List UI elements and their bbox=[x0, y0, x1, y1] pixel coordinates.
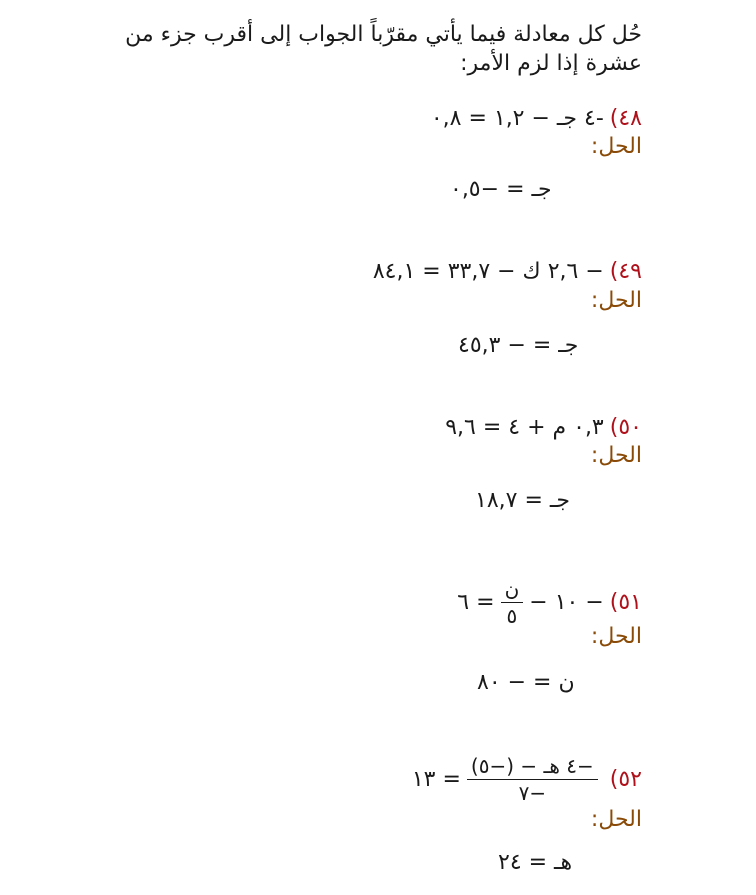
problem-51-fraction-denominator: ٥ bbox=[506, 604, 518, 628]
problem-49-answer: جـ = − ٤٥,٣ bbox=[458, 333, 579, 358]
problem-51-right-expression: = ٦ bbox=[457, 589, 495, 615]
problem-52-equation bbox=[412, 755, 642, 804]
problem-49-equation bbox=[373, 257, 642, 287]
problem-51-solution-label: الحل: bbox=[590, 624, 642, 649]
problem-51-fraction bbox=[501, 578, 524, 627]
problem-48-answer: جـ = −٠,٥ bbox=[450, 177, 552, 202]
problem-48-number: ٤٨) bbox=[609, 106, 642, 131]
problem-49-solution-label: الحل: bbox=[590, 288, 642, 313]
problem-49-expression: − ٢,٦ ك − ٣٣,٧ = ٨٤,١ bbox=[372, 259, 604, 284]
problem-50-number: ٥٠) bbox=[609, 415, 642, 440]
problem-50-expression: ٠,٣ م + ٤ = ٩,٦ bbox=[445, 415, 604, 440]
problem-52-right-expression: = ١٣ bbox=[411, 766, 461, 792]
problem-50-equation bbox=[445, 413, 642, 443]
problem-48-equation bbox=[431, 104, 642, 134]
problem-52-answer: هـ = ٢٤ bbox=[498, 850, 573, 875]
problem-52-number: ٥٢) bbox=[609, 766, 642, 792]
problem-48-solution-label: الحل: bbox=[590, 134, 642, 159]
problem-51-equation bbox=[457, 578, 642, 627]
problem-52-solution-label: الحل: bbox=[590, 807, 642, 832]
problem-51-fraction-numerator: ن bbox=[504, 577, 520, 601]
problem-50-answer: جـ = ١٨,٧ bbox=[475, 488, 570, 513]
problem-48-expression: -٤ جـ − ١,٢ = ٠,٨ bbox=[430, 106, 604, 131]
problem-51-left-expression: − ١٠ − bbox=[529, 589, 604, 615]
problem-52-fraction-denominator: −٧ bbox=[518, 781, 547, 805]
problem-49-number: ٤٩) bbox=[609, 259, 642, 284]
problem-51-answer: ن = − ٨٠ bbox=[477, 670, 575, 695]
problem-52-fraction-numerator: −٤ هـ − (−٥) bbox=[470, 754, 594, 778]
problem-50-solution-label: الحل: bbox=[590, 443, 642, 468]
instructions-text: حُل كل معادلة فيما يأتي مقرّباً الجواب إلى أقرب جزء من عشرة إذا لزم الأمر: bbox=[125, 22, 642, 76]
problem-52-fraction bbox=[467, 755, 598, 804]
problem-51-number: ٥١) bbox=[609, 589, 642, 615]
